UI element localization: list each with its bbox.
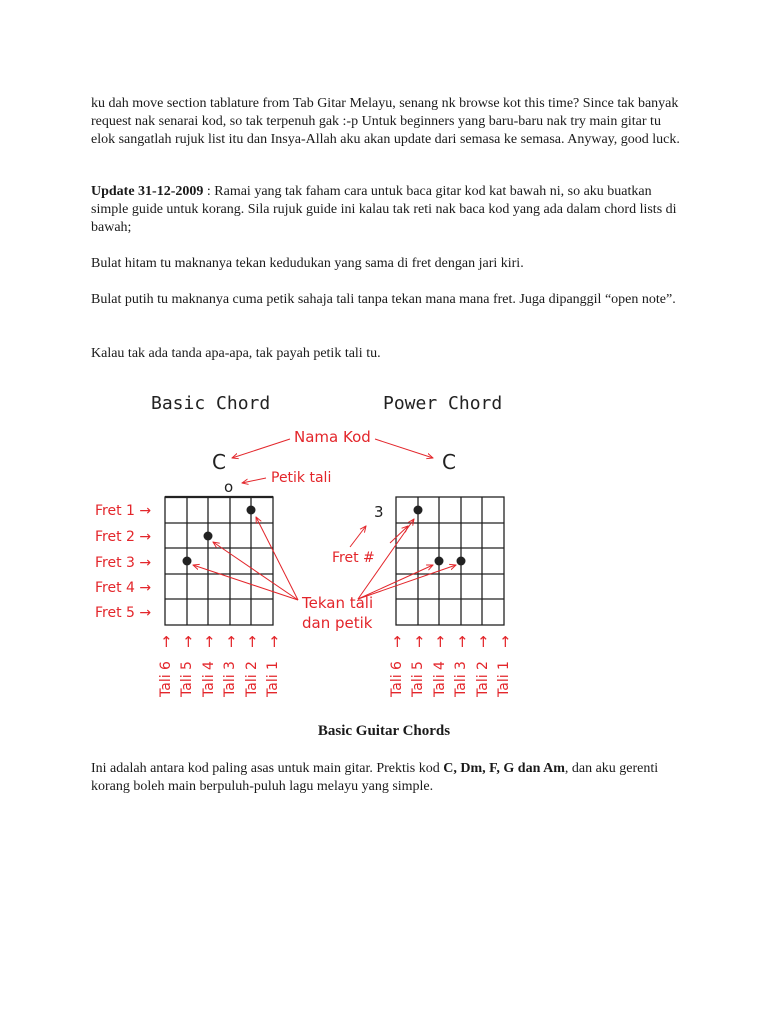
basic-chord-title: Basic Chord	[151, 393, 271, 414]
update-paragraph	[91, 183, 681, 237]
string-label-1: Tali 1	[496, 661, 512, 697]
black-dot-paragraph: Bulat hitam tu maknanya tekan kedudukan yang sama di fret dengan jari kiri.	[91, 256, 524, 271]
up-arrow: ↑	[268, 633, 281, 651]
up-arrow: ↑	[499, 633, 512, 651]
up-arrow: ↑	[182, 633, 195, 651]
up-arrow: ↑	[225, 633, 238, 651]
string-label-4: Tali 4	[201, 661, 217, 697]
basic-chords-list: C, Dm, F, G dan Am	[443, 761, 565, 776]
up-arrow: ↑	[456, 633, 469, 651]
finger-dot-fret2-string4	[204, 532, 213, 541]
chord-guide-diagram	[90, 385, 540, 705]
intro-paragraph: ku dah move section tablature from Tab Gitar Melayu, senang nk browse kot this time? Since tak banyak request nak senarai kod, so tak terpenuh gak :-p Untuk beginners yang baru-baru nak try main gitar tu elok sangatlah rujuk list itu dan Insya-Allah aku akan update dari semasa ke semasa. Anyway, good luck.	[91, 96, 680, 147]
fret-label-4: Fret 4 →	[95, 580, 152, 596]
power-dot-fret1-string5	[414, 506, 423, 515]
string-label-3: Tali 3	[222, 661, 238, 697]
string-label-2: Tali 2	[475, 661, 491, 697]
string-label-5: Tali 5	[410, 661, 426, 697]
chord-name-right: C	[442, 450, 456, 474]
nama-kod-arrow-right	[375, 439, 433, 458]
fret-label-1: Fret 1 →	[95, 503, 152, 519]
basic-chord-grid	[165, 497, 273, 625]
diagram-caption: Basic Guitar Chords	[317, 723, 451, 739]
up-arrow: ↑	[246, 633, 259, 651]
fret-label-3: Fret 3 →	[95, 555, 152, 571]
power-dot-fret3-string3	[457, 557, 466, 566]
fret-label-5: Fret 5 →	[95, 605, 152, 621]
up-arrow: ↑	[203, 633, 216, 651]
start-fret-number: 3	[374, 503, 384, 521]
update-label: Update 31-12-2009	[91, 184, 204, 199]
dan-petik-label: dan petik	[302, 614, 373, 632]
tekan-tali-label: Tekan tali	[302, 594, 374, 612]
power-chord-title: Power Chord	[383, 393, 503, 414]
finger-dot-fret1-string2	[247, 506, 256, 515]
petik-tali-label: Petik tali	[271, 470, 332, 486]
finger-dot-fret3-string5	[183, 557, 192, 566]
basic-chords-paragraph	[91, 760, 681, 796]
fret-hash-arrow	[350, 526, 366, 547]
petik-tali-arrow	[242, 478, 266, 483]
string-label-3: Tali 3	[453, 661, 469, 697]
up-arrow: ↑	[160, 633, 173, 651]
up-arrow: ↑	[391, 633, 404, 651]
fret-hash-label: Fret #	[332, 550, 375, 566]
power-dot-fret3-string4	[435, 557, 444, 566]
up-arrow: ↑	[477, 633, 490, 651]
string-label-2: Tali 2	[244, 661, 260, 697]
open-string-marker: o	[224, 478, 234, 496]
string-label-6: Tali 6	[158, 661, 174, 697]
no-mark-paragraph: Kalau tak ada tanda apa-apa, tak payah petik tali tu.	[91, 346, 381, 361]
nama-kod-label: Nama Kod	[294, 428, 371, 446]
string-labels-left	[158, 633, 281, 698]
basic-chords-text-post: , dan aku gerenti korang boleh main berpuluh-puluh lagu melayu yang simple.	[91, 761, 659, 794]
up-arrow: ↑	[434, 633, 447, 651]
fret-labels	[95, 503, 151, 621]
nama-kod-arrow-left	[232, 439, 290, 458]
string-label-6: Tali 6	[389, 661, 405, 697]
white-dot-paragraph: Bulat putih tu maknanya cuma petik sahaja tali tanpa tekan mana mana fret. Juga dipanggil “open note”.	[91, 292, 676, 307]
string-label-4: Tali 4	[432, 661, 448, 697]
fret-label-2: Fret 2 →	[95, 529, 152, 545]
string-label-5: Tali 5	[179, 661, 195, 697]
power-chord-grid	[396, 497, 504, 625]
up-arrow: ↑	[413, 633, 426, 651]
string-label-1: Tali 1	[265, 661, 281, 697]
string-labels-right	[389, 633, 512, 698]
tekan-arrows	[193, 517, 456, 600]
update-text: : Ramai yang tak faham cara untuk baca gitar kod kat bawah ni, so aku buatkan simple guide untuk korang. Sila rujuk guide ini kalau tak reti nak baca kod yang ada dalam chord lists di bawah;	[91, 184, 677, 235]
chord-name-left: C	[212, 450, 226, 474]
basic-chords-text-pre: Ini adalah antara kod paling asas untuk main gitar. Prektis kod	[91, 761, 444, 776]
